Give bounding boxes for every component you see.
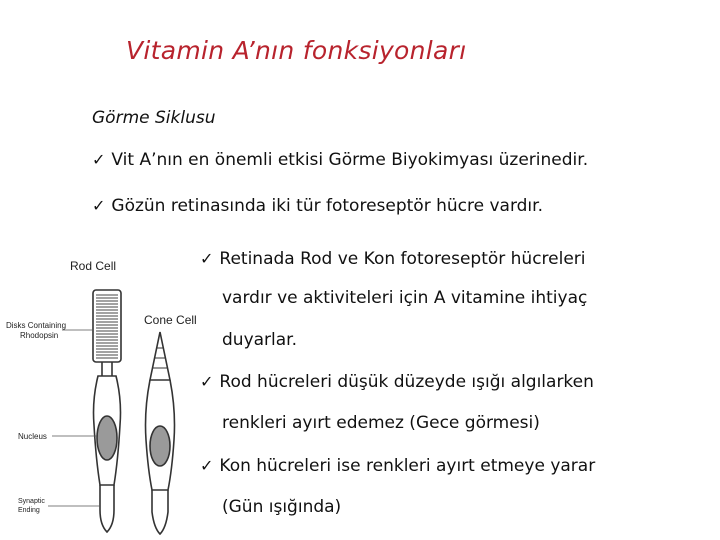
slide-title: Vitamin A’nın fonksiyonları — [126, 36, 467, 65]
sub-bullet-line: Kon hücreleri ise renkleri ayırt etmeye yarar — [219, 456, 596, 476]
cone-cell-label: Cone Cell — [144, 313, 197, 327]
rod-nucleus — [97, 416, 117, 460]
check-icon: ✓ — [200, 372, 214, 391]
sub-bullet-3 — [200, 456, 595, 476]
synaptic-label: Synaptic — [18, 498, 45, 505]
cone-nucleus — [150, 426, 170, 466]
sub-bullet-line: vardır ve aktiviteleri için A vitamine ihtiyaç — [222, 288, 588, 308]
sub-bullet-1 — [200, 249, 586, 269]
sub-bullet-line: Rod hücreleri düşük düzeyde ışığı algılarken — [219, 372, 594, 392]
check-icon: ✓ — [92, 196, 106, 215]
disks-label: Disks Containing — [6, 321, 67, 330]
nucleus-label: Nucleus — [18, 432, 47, 441]
sub-bullet-line: duyarlar. — [222, 330, 298, 350]
bullet-2 — [92, 196, 543, 216]
rod-disks — [96, 295, 118, 358]
check-icon: ✓ — [92, 150, 106, 169]
cone-cell-shape — [146, 332, 175, 534]
rod-cell-shape — [93, 290, 121, 532]
slide-subtitle: Görme Siklusu — [92, 108, 216, 128]
bullet-1 — [92, 150, 588, 170]
ending-label: Ending — [18, 507, 40, 514]
bullet-text: Vit A’nın en önemli etkisi Görme Biyokimyası üzerinedir. — [111, 150, 589, 170]
check-icon: ✓ — [200, 456, 214, 475]
check-icon: ✓ — [200, 249, 214, 268]
bullet-text: Gözün retinasında iki tür fotoreseptör hücre vardır. — [111, 196, 543, 216]
sub-bullet-2 — [200, 372, 594, 392]
rod-cone-diagram — [0, 250, 215, 540]
rhodopsin-label: Rhodopsin — [20, 331, 59, 340]
rod-cell-label: Rod Cell — [70, 259, 117, 273]
sub-bullet-line: Retinada Rod ve Kon fotoreseptör hücreleri — [219, 249, 586, 269]
sub-bullet-line: renkleri ayırt edemez (Gece görmesi) — [222, 413, 540, 433]
sub-bullet-line: (Gün ışığında) — [222, 497, 342, 517]
